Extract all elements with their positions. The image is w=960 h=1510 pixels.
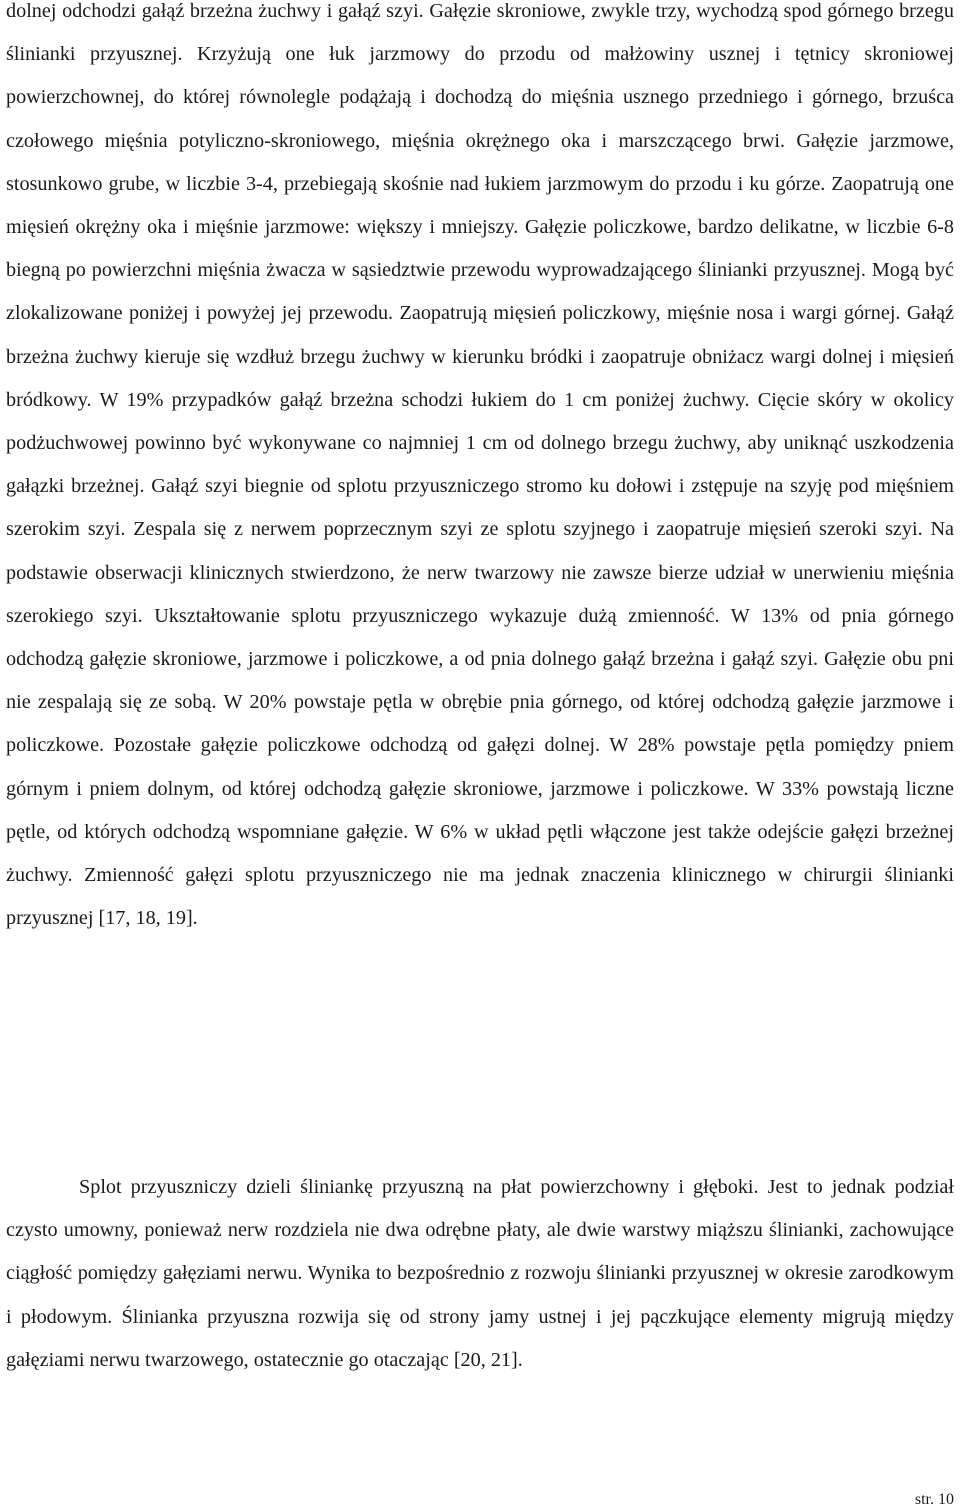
paragraph-facial-nerve-branches: dolnej odchodzi gałąź brzeżna żuchwy i gałąź szyi. Gałęzie skroniowe, zwykle trzy, wychodzą spod górnego brzegu ślinianki przyusznej. Krzyżują one łuk jarzmowy do przodu od małżowiny usznej i tętnicy skroniowej powierzchownej, do której równolegle podążają i dochodzą do mięśnia usznego przedniego i górnego, brzuśca czołowego mięśnia potyliczno-skroniowego, mięśnia okrężnego oka i marszczącego brwi. Gałęzie jarzmowe, stosunkowo grube, w liczbie 3-4, przebiegają skośnie nad łukiem jarzmowym do przodu i ku górze. Zaopatrują one mięsień okrężny oka i mięśnie jarzmowe: większy i mniejszy. Gałęzie policzkowe, bardzo delikatne, w liczbie 6-8 biegną po powierzchni mięśnia żwacza w sąsiedztwie przewodu wyprowadzającego ślinianki przyusznej. Mogą być zlokalizowane poniżej i powyżej jej przewodu. Zaopatrują mięsień policzkowy, mięśnie nosa i wargi górnej. Gałąź brzeżna żuchwy kieruje się wzdłuż brzegu żuchwy w kierunku bródki i zaopatruje obniżacz wargi dolnej i mięsień bródkowy. W 19% przypadków gałąź brzeżna schodzi łukiem do 1 cm poniżej żuchwy. Cięcie skóry w okolicy podżuchwowej powinno być wykonywane co najmniej 1 cm od dolnego brzegu żuchwy, aby uniknąć uszkodzenia gałązki brzeżnej. Gałąź szyi biegnie od splotu przyuszniczego stromo ku dołowi i zstępuje na szyję pod mięśniem szerokim szyi. Zespala się z nerwem poprzecznym szyi ze splotu szyjnego i zaopatruje mięsień szeroki szyi. Na podstawie obserwacji klinicznych stwierdzono, że nerw twarzowy nie zawsze bierze udział w unerwieniu mięśnia szerokiego szyi. Ukształtowanie splotu przyuszniczego wykazuje dużą zmienność. W 13% od pnia górnego odchodzą gałęzie skroniowe, jarzmowe i policzkowe, a od pnia dolnego gałąź brzeżna i gałąź szyi. Gałęzie obu pni nie zespalają się ze sobą. W 20% powstaje pętla w obrębie pnia górnego, od której odchodzą gałęzie jarzmowe i policzkowe. Pozostałe gałęzie policzkowe odchodzą od gałęzi dolnej. W 28% powstaje pętla pomiędzy pniem górnym i pniem dolnym, od której odchodzą gałęzie skroniowe, jarzmowe i policzkowe. W 33% powstają liczne pętle, od których odchodzą wspomniane gałęzie. W 6% w układ pętli włączone jest także odejście gałęzi brzeżnej żuchwy. Zmienność gałęzi splotu przyuszniczego nie ma jednak znaczenia klinicznego w chirurgii ślinianki przyusznej [17, 18, 19].: [6, 0, 954, 930]
paragraph-parotid-plexus: Splot przyuszniczy dzieli śliniankę przyuszną na płat powierzchowny i głęboki. Jest to jednak podział czysto umowny, ponieważ nerw rozdziela nie dwa odrębne płaty, ale dwie warstwy miąższu ślinianki, zachowujące ciągłość pomiędzy gałęziami nerwu. Wynika to bezpośrednio z rozwoju ślinianki przyusznej w okresie zarodkowym i płodowym. Ślinianka przyuszna rozwija się od strony jamy ustnej i jej pączkujące elementy migrują między gałęziami nerwu twarzowego, ostatecznie go otaczając [20, 21].: [6, 1176, 954, 1371]
page-number: str. 10: [914, 1491, 954, 1508]
